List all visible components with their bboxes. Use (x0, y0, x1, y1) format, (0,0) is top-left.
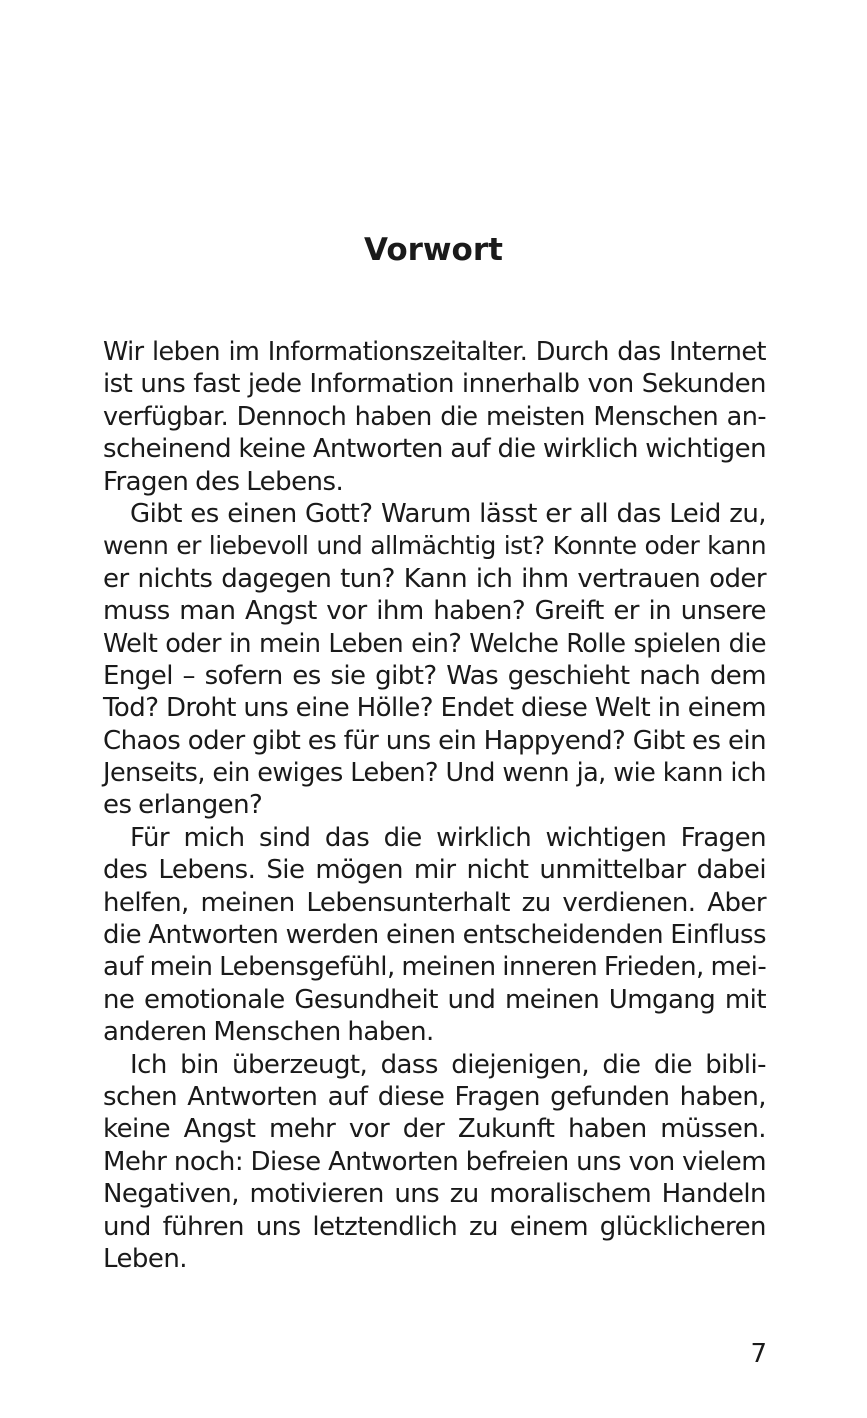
text-line: helfen, meinen Lebensunterhalt zu verdienen. Aber (103, 887, 766, 918)
text-line: anderen Menschen haben. (103, 1017, 434, 1048)
body-text (103, 336, 766, 1275)
text-line: ne emotionale Gesundheit und meinen Umgang mit (103, 984, 766, 1015)
text-line: es erlangen? (103, 790, 263, 821)
text-line: und führen uns letztendlich zu einem glücklicheren (103, 1211, 766, 1242)
text-line: Mehr noch: Diese Antworten befreien uns von vielem (103, 1146, 766, 1177)
page-number: 7 (750, 1339, 767, 1369)
text-line: Fragen des Lebens. (103, 466, 344, 497)
text-line: er nichts dagegen tun? Kann ich ihm vertrauen oder (103, 563, 766, 594)
text-line: verfügbar. Dennoch haben die meisten Menschen an- (103, 401, 766, 432)
text-line: ist uns fast jede Information innerhalb von Sekunden (103, 369, 766, 400)
text-line: Jenseits, ein ewiges Leben? Und wenn ja, wie kann ich (103, 758, 766, 789)
text-line: muss man Angst vor ihm haben? Greift er in unsere (103, 596, 766, 627)
page-title: Vorwort (364, 232, 503, 268)
text-line: die Antworten werden einen entscheidenden Einfluss (103, 920, 766, 951)
text-line: Wir leben im Informationszeitalter. Durch das Internet (103, 337, 766, 367)
text-line: Welt oder in mein Leben ein? Welche Rolle spielen die (103, 628, 766, 659)
text-line: auf mein Lebensgefühl, meinen inneren Frieden, mei- (103, 952, 767, 983)
text-line: Chaos oder gibt es für uns ein Happyend? Gibt es ein (103, 725, 766, 756)
text-line: scheinend keine Antworten auf die wirklich wichtigen (103, 434, 766, 465)
text-line: schen Antworten auf diese Fragen gefunden haben, (103, 1081, 766, 1112)
text-line: Für mich sind das die wirklich wichtigen Fragen (130, 822, 766, 853)
text-line: Ich bin überzeugt, dass diejenigen, die die bibli- (130, 1049, 766, 1080)
text-line: Leben. (103, 1243, 187, 1274)
text-line: des Lebens. Sie mögen mir nicht unmittelbar dabei (103, 855, 766, 886)
text-line: Engel – sofern es sie gibt? Was geschieht nach dem (103, 660, 766, 691)
text-line: keine Angst mehr vor der Zukunft haben müssen. (103, 1114, 766, 1145)
text-line: Negativen, motivieren uns zu moralischem Handeln (103, 1179, 766, 1210)
text-line: wenn er liebevoll und allmächtig ist? Konnte oder kann (103, 531, 766, 561)
text-line: Gibt es einen Gott? Warum lässt er all das Leid zu, (130, 498, 766, 529)
text-line: Tod? Droht uns eine Hölle? Endet diese Welt in einem (103, 693, 766, 724)
